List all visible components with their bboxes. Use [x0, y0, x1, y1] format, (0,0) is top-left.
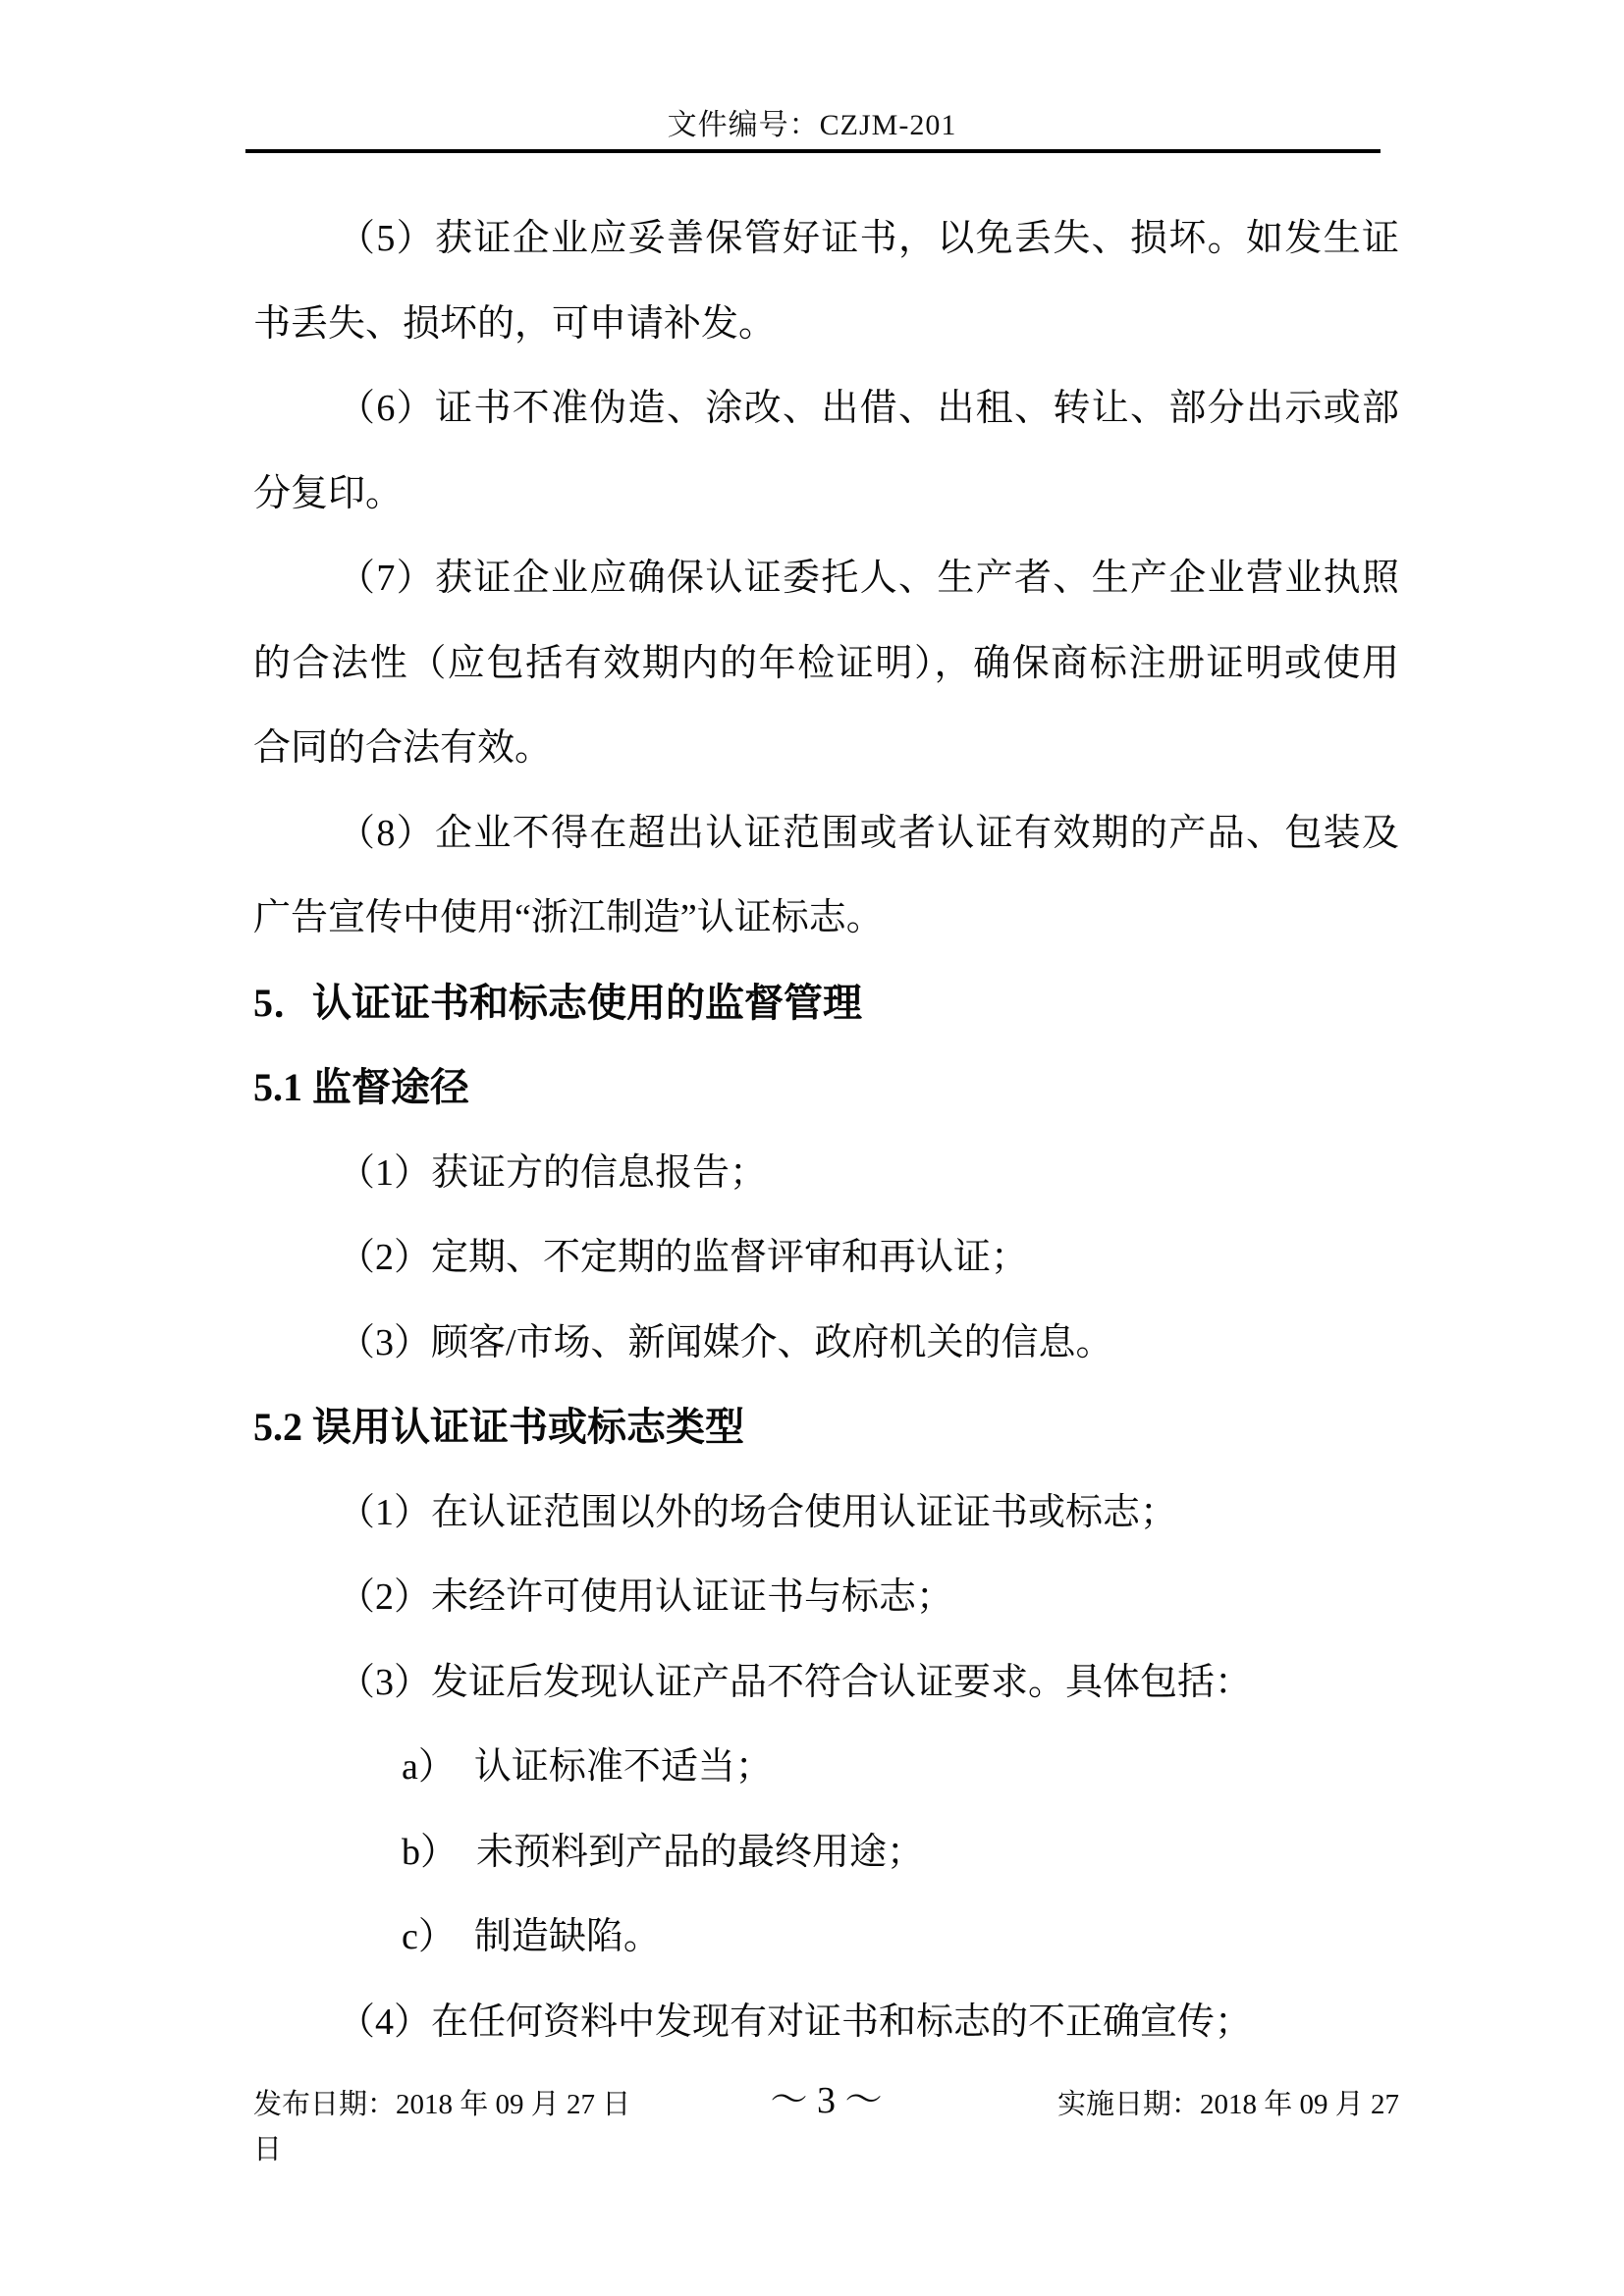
- para-7-line-1: （7）获证企业应确保认证委托人、生产者、生产企业营业执照: [338, 558, 1399, 599]
- item-5-2-3: （3）发证后发现认证产品不符合认证要求。具体包括：: [338, 1661, 1253, 1703]
- sub-item-a: a） 认证标准不适当；: [402, 1746, 773, 1788]
- para-7-line-3: 合同的合法有效。: [253, 727, 553, 769]
- sub-item-b: b） 未预料到产品的最终用途；: [402, 1831, 925, 1873]
- heading-5-2: 5.2 误用认证证书或标志类型: [253, 1405, 744, 1449]
- heading-5: 5．认证证书和标志使用的监督管理: [253, 980, 862, 1025]
- footer-implement-date-wrap: 日: [253, 2134, 283, 2165]
- item-5-1-1: （1）获证方的信息报告；: [338, 1151, 768, 1194]
- item-5-2-2: （2）未经许可使用认证证书与标志；: [338, 1576, 954, 1618]
- document-body: [253, 196, 1399, 2064]
- header-rule: [245, 149, 1380, 153]
- document-footer: [253, 2082, 1399, 2172]
- heading-5-1: 5.1 监督途径: [253, 1065, 469, 1109]
- para-7-line-2: 的合法性（应包括有效期内的年检证明），确保商标注册证明或使用: [253, 642, 1399, 684]
- footer-release-date: 发布日期：2018 年 09 月 27 日: [253, 2089, 631, 2120]
- footer-implement-date: 实施日期：2018 年 09 月 27: [1056, 2089, 1399, 2120]
- footer-page-number: ～ 3 ～: [770, 2080, 883, 2121]
- doc-number-label: 文件编号：CZJM-201: [667, 109, 957, 141]
- item-5-1-3: （3）顾客/市场、新闻媒介、政府机关的信息。: [338, 1321, 1113, 1363]
- footer-row: [253, 2082, 1399, 2127]
- para-8-line-2: 广告宣传中使用“浙江制造”认证标志。: [253, 897, 884, 938]
- item-5-1-2: （2）定期、不定期的监督评审和再认证；: [338, 1237, 1029, 1278]
- para-5-line-2: 书丢失、损坏的，可申请补发。: [253, 302, 777, 345]
- para-5-line-1: （5）获证企业应妥善保管好证书，以免丢失、损坏。如发生证: [338, 218, 1399, 259]
- item-5-2-1: （1）在认证范围以外的场合使用认证证书或标志；: [338, 1491, 1178, 1533]
- para-6-line-1: （6）证书不准伪造、涂改、出借、出租、转让、部分出示或部: [338, 388, 1399, 429]
- para-6-line-2: 分复印。: [253, 472, 404, 514]
- item-5-2-4: （4）在任何资料中发现有对证书和标志的不正确宣传；: [338, 2001, 1253, 2043]
- sub-item-c: c） 制造缺陷。: [402, 1916, 661, 1957]
- para-8-line-1: （8）企业不得在超出认证范围或者认证有效期的产品、包装及: [338, 812, 1399, 854]
